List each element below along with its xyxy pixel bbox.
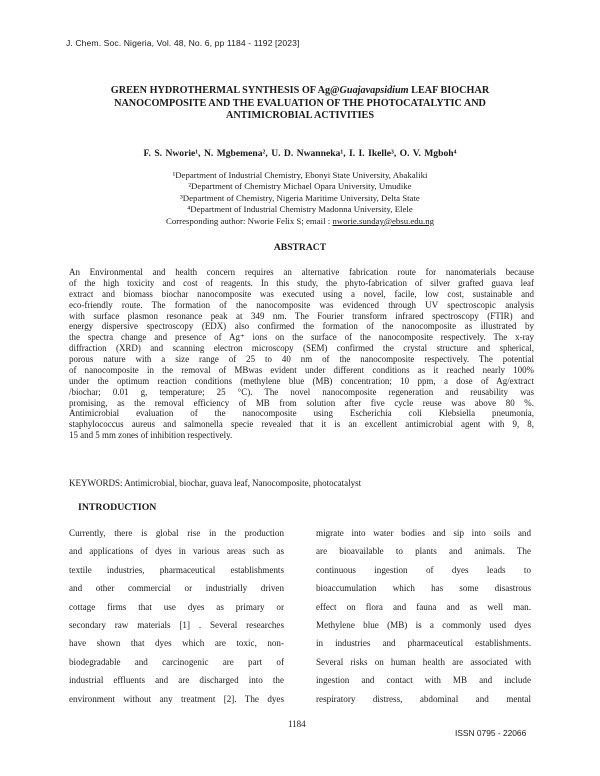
corresponding-label: Corresponding author: Nworie Felix S; email : [165,215,333,226]
paper-title [76,85,524,123]
title-line1-end: LEAF BIOCHAR [408,85,490,96]
abstract-line: porous nature with a size range of 25 to 40 nm of the nanocomposite respectively. The potential [69,354,534,364]
abstract-line: eco-friendly route. The formation of the nanocomposite was evidenced through UV spectroscopic analysis [69,299,534,310]
body-line: continuous ingestion of dyes leads to [316,564,531,575]
body-line: in industries and pharmaceutical establishments. [316,638,531,649]
body-line: biodegradable and carcinogenic are part of [69,656,284,667]
body-line: and other commercial or industrially driven [69,583,284,594]
abstract-line: Antimicrobial evaluation of the nanocomposite using Escherichia coli Klebsiella pneumonia, [69,408,534,419]
body-line: and applications of dyes in various areas such as [69,546,284,557]
keywords: KEYWORDS: Antimicrobial, biochar, guava leaf, Nanocomposite, photocatalyst [69,478,362,488]
body-line: Several risks on human health are associated with [316,656,531,667]
body-line: effect on flora and fauna and as well man. [316,601,531,612]
abstract-line: of the high toxicity and cost of reagents. In this study, the phyto-fabrication of silver grafted guava leaf [69,277,534,288]
abstract-line: the spectra change and presence of Ag⁺ ions on the surface of the nanocomposite respectively. The x-ray [69,332,534,343]
body-line: secondary raw materials [1] . Several researches [69,619,284,630]
abstract-line: extract and biomass biochar nanocomposite was executed using a novel, facile, low cost, sustainable and [69,288,534,299]
abstract-line: of nanocomposite in the removal of MBwas evident under different conditions as it reached nearly 100% [69,364,534,375]
corresponding-author [110,216,490,227]
affiliation-1: ¹Department of Industrial Chemistry, Ebonyi State University, Abakaliki [172,170,428,180]
body-line: bioaccumulation which has some disastrous [316,583,531,594]
issn: ISSN 0795 - 22066 [455,728,527,738]
affiliation-4: ⁴Department of Industrial Chemistry Madonna University, Elele [187,204,413,215]
introduction-heading: INTRODUCTION [78,502,157,513]
title-species-italic: Guajavapsidium [339,85,409,96]
body-line: Currently, there is global rise in the production [69,528,284,538]
body-line: respiratory distress, abdominal and mental [316,693,531,704]
body-line: environment without any treatment [2]. The dyes [69,693,284,704]
title-line2: NANOCOMPOSITE AND THE EVALUATION OF THE PHOTOCATALYTIC AND [114,97,486,109]
left-column [69,524,284,708]
abstract-body [69,267,534,441]
abstract-line: /biochar; 0.01 g, temperature; 25 °C). The novel nanocomposite regeneration and reusability was [69,386,534,397]
body-line: industrial effluents and are discharged into the [69,675,284,686]
abstract-line: 15 and 5 mm zones of inhibition respectively. [69,430,233,441]
abstract-line: An Environmental and health concern requires an alternative fabrication route for nanomaterials because [69,267,534,277]
title-line1-start: GREEN HYDROTHERMAL SYNTHESIS OF Ag@ [110,85,340,96]
body-line: migrate into water bodies and sip into soils and [316,528,531,538]
body-line: ingestion and contact with MB and include [316,675,531,686]
page-number: 1184 [288,719,306,729]
affiliation-3: ³Department of Chemistry, Nigeria Maritime University, Delta State [180,192,420,203]
body-line: are bioavailable to plants and animals. The [316,546,531,557]
abstract-line: energy dispersive spectroscopy (EDX) also confirmed the formation of the nanocomposite as illustrated by [69,321,534,332]
abstract-heading: ABSTRACT [273,242,327,253]
body-line: have shown that dyes which are toxic, non- [69,638,284,649]
title-line3: ANTIMICROBIAL ACTIVITIES [225,110,375,121]
journal-citation: J. Chem. Soc. Nigeria, Vol. 48, No. 6, pp 1184 - 1192 [2023] [66,38,300,48]
author-list: F. S. Nworie¹, N. Mgbemena², U. D. Nwanneka¹, I. I. Ikelle³, O. V. Mgboh⁴ [143,148,457,159]
body-line: Methylene blue (MB) is a commonly used dyes [316,619,531,630]
right-column [316,524,531,708]
affiliations [110,170,490,227]
body-line: cottage firms that use dyes as primary or [69,601,284,612]
abstract-line: with surface plasmon resonance peak at 349 nm. The Fourier transform infrared spectroscopy (FTIR) and [69,310,534,321]
corresponding-email-link[interactable]: nworie.sunday@ebsu.edu.ng [332,215,435,226]
body-line: textile industries, pharmaceutical establishments [69,564,284,575]
affiliation-2: ²Department of Chemistry Michael Opara University, Umudike [188,181,412,192]
abstract-line: staphylococcus aureus and salmonella specie revealed that it is an excellent antimicrobial agent with 9, 8, [69,419,534,430]
abstract-line: diffraction (XRD) and scanning electron microscopy (SEM) confirmed the crystal structure and spherical, [69,343,534,354]
abstract-line: under the optimum reaction conditions (methylene blue (MB) concentration; 10 ppm, a dose of Ag/extract [69,375,534,386]
abstract-line: promising, as the removal efficiency of MB from solution after five cycle reuse was above 80 %. [69,397,534,408]
